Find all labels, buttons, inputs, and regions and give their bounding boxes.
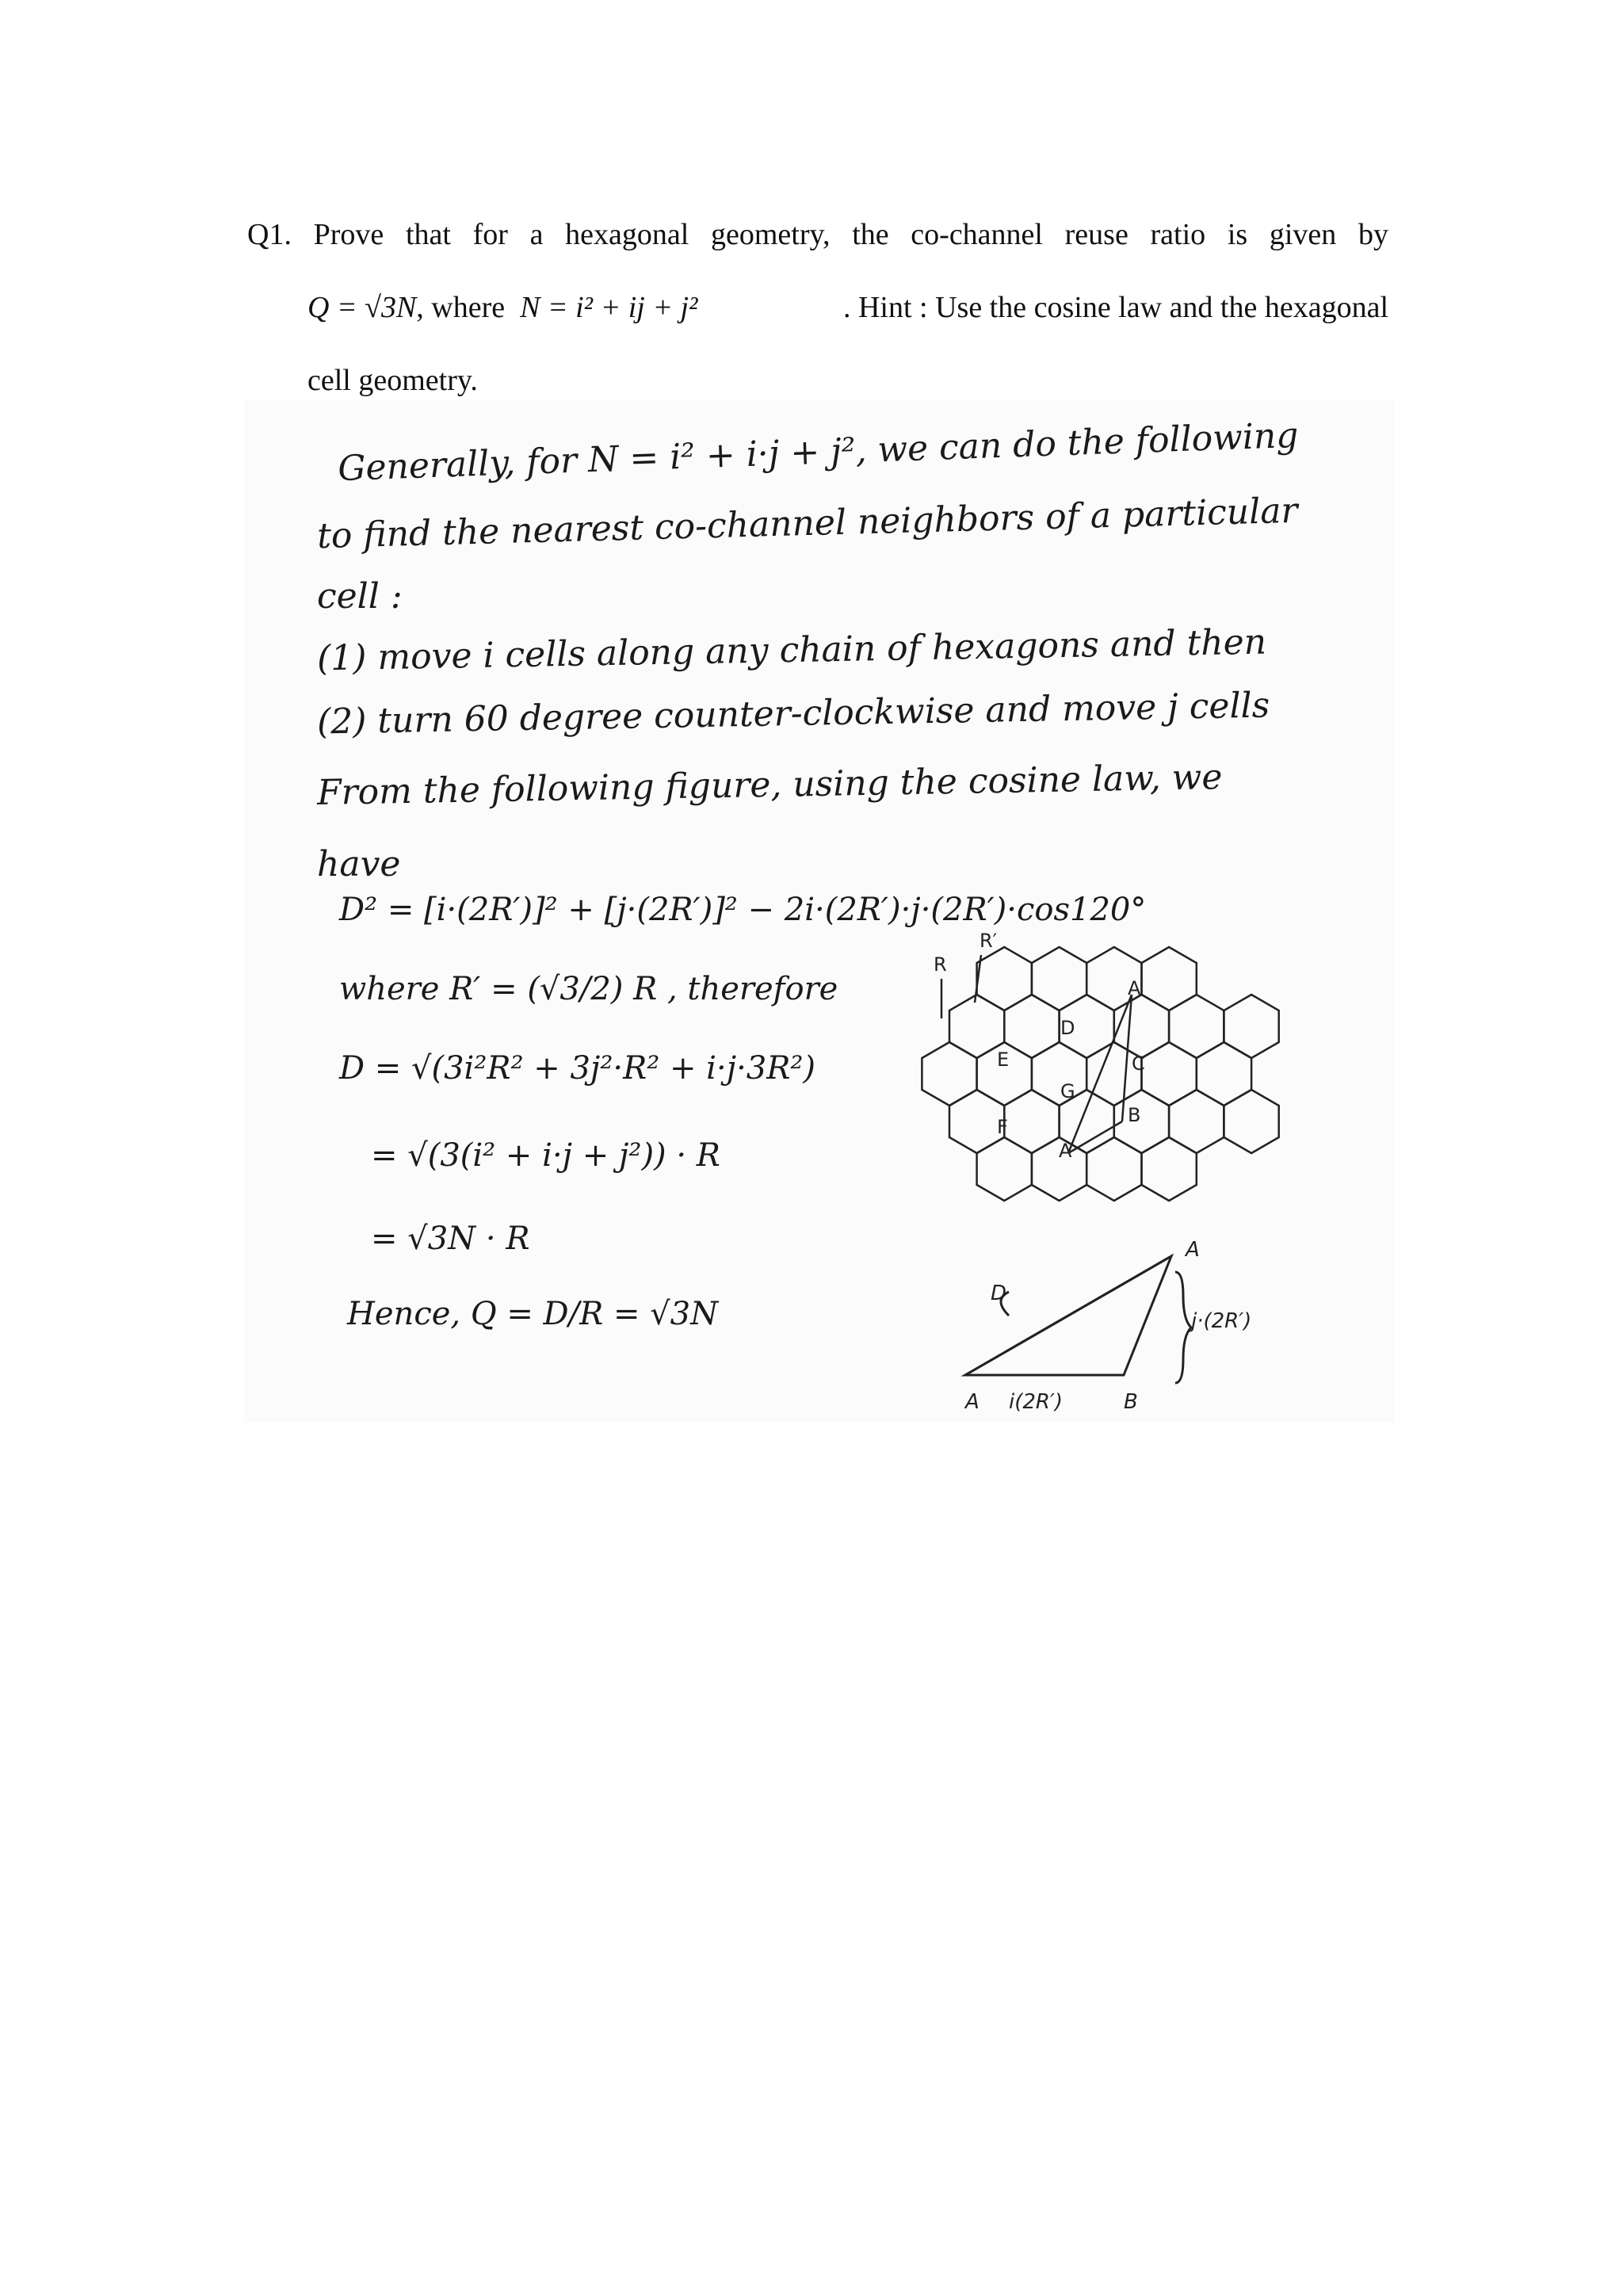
triangle-vertex-a-top: A: [1186, 1238, 1200, 1262]
question-line-1: [247, 198, 1388, 271]
hexagon-cell: [1032, 947, 1086, 1010]
hex-label: A: [1059, 1140, 1072, 1162]
question-word: by: [1358, 218, 1388, 251]
equation-d-final: = √3N · R: [371, 1221, 530, 1257]
r-label: R: [934, 953, 947, 976]
hexagon-cell: [1142, 947, 1197, 1010]
hexagon-cell: [1142, 1042, 1197, 1106]
equation-d-squared: D² = [i·(2R′)]² + [j·(2R′)]² − 2i·(2R′)·j·(2R′)·cos120°: [339, 892, 1147, 928]
equation-d: D = √(3i²R² + 3j²·R² + i·j·3R²): [339, 1050, 816, 1087]
hexagon-cell: [1142, 1137, 1197, 1201]
triangle-vertex-b: B: [1124, 1390, 1138, 1414]
hex-label: E: [997, 1049, 1010, 1071]
hexagon-cell: [1004, 995, 1059, 1058]
answer-line: From the following figure, using the cosine law, we: [316, 757, 1223, 813]
hexagon-cell: [1224, 995, 1278, 1058]
triangle-hyp-label: D: [991, 1282, 1007, 1305]
question-word: a: [529, 218, 544, 251]
answer-line: cell :: [317, 576, 403, 617]
question-word: for: [472, 218, 508, 251]
question-word: is: [1227, 218, 1248, 251]
answer-line: (1) move i cells along any chain of hexagons and then: [316, 621, 1267, 679]
question-line-2: [307, 271, 1388, 344]
question-word: Prove: [313, 218, 384, 251]
question-word: the: [852, 218, 889, 251]
formula-n: N = i² + ij + j²: [520, 291, 698, 324]
question-word: that: [405, 218, 451, 251]
answer-line: to find the nearest co-channel neighbors of a particular: [316, 490, 1299, 557]
hexagon-cell: [949, 995, 1004, 1058]
question-word: hexagonal: [565, 218, 689, 251]
answer-line: Generally, for N = i² + i·j + j², we can do the following: [337, 415, 1300, 490]
question-word: co-channel: [911, 218, 1043, 251]
question-block: [247, 198, 1388, 417]
hex-label: G: [1060, 1080, 1075, 1102]
formula-q: Q = √3N: [307, 291, 417, 324]
triangle-base-label: i(2R′): [1009, 1390, 1064, 1414]
hex-label: C: [1132, 1052, 1145, 1075]
hexagon-cell: [1086, 1137, 1141, 1201]
hexagon-cell: [1169, 995, 1224, 1058]
triangle-side-label: j·(2R′): [1191, 1309, 1252, 1333]
handwritten-answer-scan: [244, 400, 1395, 1423]
hexagon-cell: [977, 1137, 1032, 1201]
hexagon-cell: [922, 1042, 976, 1106]
answer-line: (2) turn 60 degree counter-clockwise and move j cells: [316, 685, 1270, 743]
hex-label: F: [997, 1116, 1008, 1138]
hexagon-cell: [977, 947, 1032, 1010]
cosine-law-triangle: [934, 1224, 1266, 1415]
vector-d: [1068, 995, 1132, 1153]
hexagon-cell: [1224, 1090, 1278, 1153]
hexagon-cell: [1004, 1090, 1059, 1153]
hexagon-cell: [1114, 995, 1169, 1058]
equation-q-result: Hence, Q = D/R = √3N: [347, 1296, 719, 1332]
triangle-hypotenuse: [965, 1256, 1171, 1375]
side-brace: [1175, 1272, 1191, 1383]
equation-r-prime: where R′ = (√3/2) R , therefore: [339, 971, 838, 1007]
question-word: geometry,: [710, 218, 831, 251]
hexagon-cell: [1197, 1042, 1251, 1106]
equation-d-simplified: = √(3(i² + i·j + j²)) · R: [371, 1137, 720, 1174]
hexagon-cell: [1169, 1090, 1224, 1153]
question-line-3: cell geometry.: [307, 364, 478, 397]
question-number: Q1.: [247, 218, 292, 251]
hex-label: D: [1060, 1017, 1075, 1039]
question-word: ratio: [1150, 218, 1206, 251]
answer-line: have: [317, 844, 401, 884]
hexagon-cell: [1032, 1042, 1086, 1106]
triangle-vertex-a-bottom: A: [965, 1390, 980, 1414]
question-word: given: [1269, 218, 1337, 251]
hint-text: . Hint : Use the cosine law and the hexagonal: [842, 291, 1388, 324]
where-text: , where: [416, 291, 506, 324]
hex-label: A: [1128, 977, 1141, 999]
question-word: reuse: [1064, 218, 1128, 251]
hex-label: B: [1128, 1104, 1141, 1126]
hexagon-cluster-figure: [918, 923, 1330, 1209]
r-prime-label: R′: [980, 930, 998, 952]
hexagon-cell: [949, 1090, 1004, 1153]
